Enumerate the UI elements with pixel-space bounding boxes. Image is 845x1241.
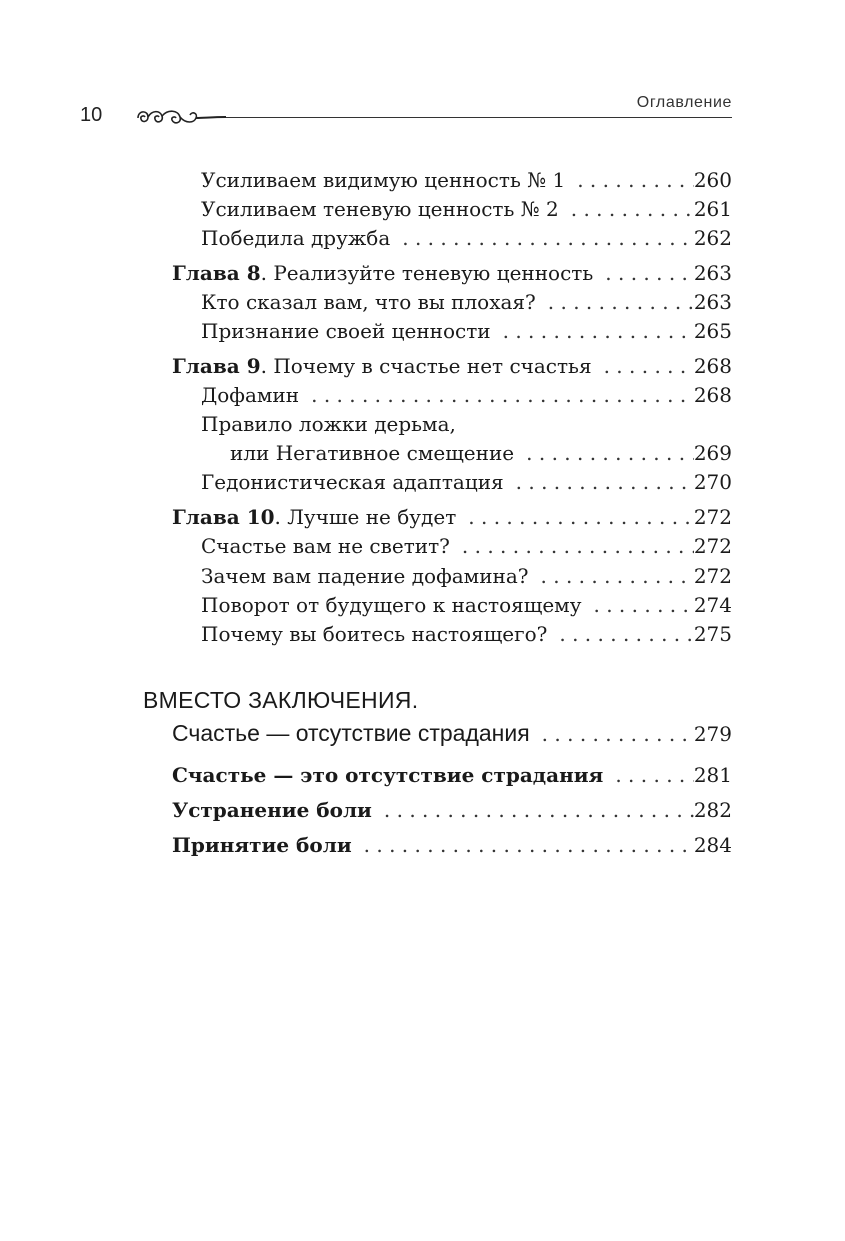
toc-entry[interactable] [201, 620, 732, 649]
toc-entry-page: 281 [693, 763, 732, 787]
toc-entry-page: 282 [693, 798, 732, 822]
dot-leader [390, 224, 694, 253]
toc-entry[interactable] [201, 468, 732, 497]
toc-entry-title: Почему вы боитесь настоящего? [201, 622, 548, 646]
toc-entry-title: Устранение боли [172, 798, 372, 822]
dot-leader [504, 468, 694, 497]
dot-leader [299, 381, 694, 410]
toc-entry-title: или Негативное смещение [230, 441, 515, 465]
toc-entry-title: Зачем вам падение дофамина? [201, 564, 529, 588]
toc-entry-title: Победила дружба [201, 226, 391, 250]
dot-leader [372, 796, 694, 825]
toc-entry-title: Счастье вам не светит? [201, 534, 450, 558]
toc-entry[interactable] [230, 439, 732, 468]
toc-entry[interactable] [201, 562, 732, 591]
dot-leader [491, 317, 694, 346]
toc-entry-page: 270 [693, 470, 732, 494]
toc-chapter-title [172, 352, 592, 381]
toc-entry[interactable] [201, 591, 732, 620]
toc-entry-page: 275 [693, 622, 732, 646]
dot-leader [514, 439, 694, 468]
toc-entry[interactable] [201, 381, 732, 410]
toc-entry-title: Счастье — это отсутствие страдания [172, 763, 604, 787]
toc-entry[interactable] [201, 166, 732, 195]
dot-leader [530, 720, 694, 749]
toc-entry-page: 272 [693, 534, 732, 558]
toc-entry[interactable] [201, 317, 732, 346]
dot-leader [565, 166, 694, 195]
toc-entry-title: Кто сказал вам, что вы плохая? [201, 290, 536, 314]
toc-entry-title: Гедонистическая адаптация [201, 470, 504, 494]
dot-leader [547, 620, 693, 649]
dot-leader [456, 503, 694, 532]
chapter-name: . Почему в счастье нет счастья [260, 354, 592, 378]
chapter-label: Глава 9 [172, 354, 261, 378]
dot-leader [593, 259, 694, 288]
toc-entry-title: Дофамин [201, 383, 300, 407]
dot-leader [603, 761, 693, 790]
toc-section-entry[interactable] [172, 719, 732, 749]
chapter-label: Глава 10 [172, 505, 275, 529]
toc-entry-page: 261 [693, 197, 732, 221]
toc-entry[interactable] [201, 224, 732, 253]
chapter-label: Глава 8 [172, 261, 261, 285]
toc-chapter-entry[interactable] [172, 503, 732, 532]
toc-chapter-title [172, 259, 593, 288]
toc-entry-title-line1[interactable]: Правило ложки дерьма, [201, 412, 456, 436]
chapter-name: . Реализуйте теневую ценность [260, 261, 594, 285]
flourish-ornament-icon [134, 106, 228, 130]
toc-entry-title: Усиливаем видимую ценность № 1 [201, 168, 566, 192]
toc-entry-page: 260 [693, 168, 732, 192]
toc-chapter-entry[interactable] [172, 259, 732, 288]
toc-chapter-entry[interactable] [172, 352, 732, 381]
toc-entry-page: 268 [693, 383, 732, 407]
dot-leader [450, 532, 694, 561]
toc-entry-page: 263 [693, 290, 732, 314]
dot-leader [559, 195, 694, 224]
toc-entry-page: 265 [693, 319, 732, 343]
toc-entry[interactable] [172, 796, 732, 825]
toc-entry-page: 269 [693, 441, 732, 465]
dot-leader [592, 352, 694, 381]
dot-leader [582, 591, 694, 620]
dot-leader [529, 562, 694, 591]
toc-entry-title: Усиливаем теневую ценность № 2 [201, 197, 559, 221]
toc-entry[interactable] [201, 532, 732, 561]
toc-entry[interactable] [201, 195, 732, 224]
running-title: Оглавление [636, 94, 732, 111]
toc-entry[interactable] [172, 761, 732, 790]
toc-entry-page: 268 [693, 354, 732, 378]
toc-entry[interactable] [201, 288, 732, 317]
toc-entry-page: 262 [693, 226, 732, 250]
toc-entry-title: Признание своей ценности [201, 319, 491, 343]
toc-entry-title: Принятие боли [172, 833, 352, 857]
section-heading[interactable]: ВМЕСТО ЗАКЛЮЧЕНИЯ. [143, 687, 419, 713]
toc-chapter-title [172, 503, 456, 532]
toc-entry[interactable] [172, 831, 732, 860]
toc-entry-title: Поворот от будущего к настоящему [201, 593, 582, 617]
toc-entry-page: 279 [693, 722, 732, 746]
toc-entry-page: 263 [693, 261, 732, 285]
chapter-name: . Лучше не будет [274, 505, 457, 529]
toc-section-title: Счастье — отсутствие страдания [172, 720, 530, 746]
toc-entry-page: 274 [693, 593, 732, 617]
toc-entry-page: 284 [693, 833, 732, 857]
page-number: 10 [80, 104, 103, 126]
toc-entry-page: 272 [693, 564, 732, 588]
toc-entry-page: 272 [693, 505, 732, 529]
dot-leader [536, 288, 694, 317]
dot-leader [352, 831, 694, 860]
header-rule [226, 117, 732, 118]
